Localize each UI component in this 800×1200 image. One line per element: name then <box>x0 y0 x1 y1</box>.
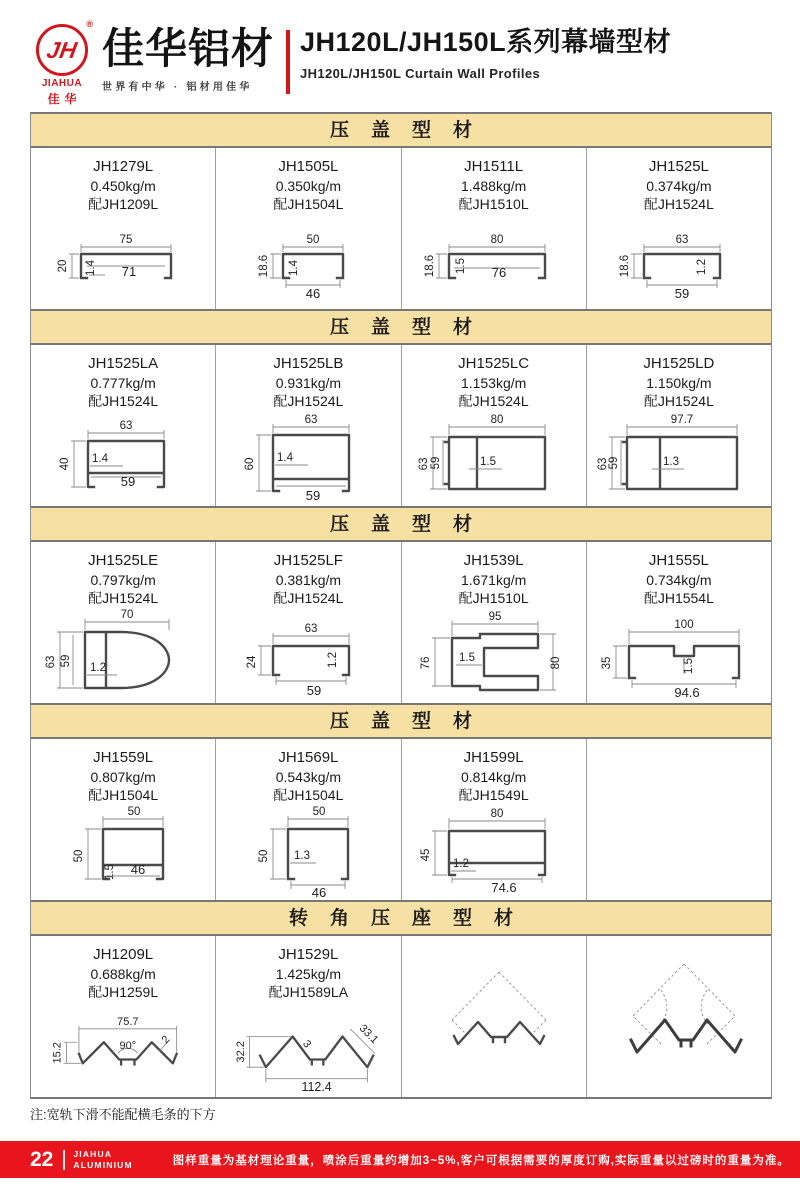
page-footer <box>0 1141 800 1178</box>
dim-thickness: 1.4 <box>277 451 294 464</box>
profile-weight: 0.807kg/m <box>90 768 156 785</box>
dim-height: 18.6 <box>423 254 436 277</box>
profile-drawing <box>218 214 398 309</box>
dim-diagonal: 33.1 <box>357 1022 381 1046</box>
dim-width: 75 <box>119 233 133 246</box>
dim-width: 50 <box>306 233 320 246</box>
dim-width: 97.7 <box>670 413 694 426</box>
profile-mate: 配JH1524L <box>88 393 159 410</box>
dim-bottom: 46 <box>312 884 327 900</box>
profile-cell-empty <box>587 739 771 900</box>
dim-thickness: 1.5 <box>682 657 695 674</box>
profile-cell-jh1525l <box>587 148 771 309</box>
dim-height: 50 <box>258 849 271 863</box>
dim-thickness: 1.5 <box>454 257 467 274</box>
profile-weight: 1.153kg/m <box>460 374 527 391</box>
dim-height: 15.2 <box>51 1041 64 1064</box>
dim-thickness: 3 <box>300 1037 314 1051</box>
logo-name-cn: 佳华 <box>47 92 82 106</box>
dim-width: 50 <box>127 805 141 818</box>
profile-cell-jh1569l <box>216 739 401 900</box>
section-header: 压盖型材 <box>31 112 771 148</box>
profile-mate: 配JH1524L <box>273 590 344 607</box>
profile-weight: 0.543kg/m <box>275 768 342 785</box>
profile-cell-jh1525lb <box>216 345 401 506</box>
title-block <box>300 28 671 81</box>
profile-drawing <box>218 608 398 703</box>
dim-height-inner: 59 <box>607 456 620 470</box>
profile-drawing <box>404 411 584 506</box>
profile-mate: 配JH1554L <box>643 590 714 607</box>
footer-brand-line1: JIAHUA <box>73 1149 113 1160</box>
profile-code: JH1525LA <box>88 355 159 372</box>
profile-code: JH1511L <box>464 158 524 175</box>
dim-bottom: 59 <box>306 487 321 503</box>
profile-mate: 配JH1589LA <box>268 984 349 1001</box>
brand-tagline: 世界有中华 · 铝材用佳华 <box>102 82 253 93</box>
profile-weight: 0.931kg/m <box>275 374 342 391</box>
dim-bottom: 59 <box>307 682 322 698</box>
dim-height-outer: 63 <box>417 457 430 471</box>
dim-bottom: 59 <box>674 285 690 301</box>
profile-mate: 配JH1524L <box>643 196 714 213</box>
dim-height: 45 <box>419 848 432 862</box>
profiles-row <box>31 148 771 309</box>
profile-drawing <box>404 214 584 309</box>
profile-code: JH1525LF <box>273 552 343 569</box>
profile-mate: 配JH1524L <box>458 393 529 410</box>
header-divider <box>286 30 290 94</box>
dim-height: 18.6 <box>258 254 271 277</box>
dim-bottom: 46 <box>306 285 321 301</box>
profile-mate: 配JH1504L <box>273 196 344 213</box>
profile-cell-jh1209l <box>31 936 216 1097</box>
dim-height: 50 <box>73 849 86 863</box>
profiles-row <box>31 936 771 1097</box>
profile-code: JH1555L <box>648 552 709 569</box>
dim-thickness: 1.2 <box>695 258 708 275</box>
dim-thickness: 1.2 <box>452 857 469 870</box>
dim-thickness: 1.3 <box>662 455 679 468</box>
profile-mate: 配JH1259L <box>88 984 159 1001</box>
profile-code: JH1525LD <box>643 355 715 372</box>
profile-weight: 0.381kg/m <box>275 571 342 588</box>
profile-drawing <box>33 411 213 506</box>
dim-height: 24 <box>246 655 259 669</box>
profiles-table <box>30 112 772 1099</box>
profile-cell-jh1525la <box>31 345 216 506</box>
dim-bottom: 76 <box>491 264 506 280</box>
profile-cell-jh1539l <box>402 542 587 703</box>
dim-width: 50 <box>312 805 326 818</box>
profile-cell-jh1505l <box>216 148 401 309</box>
page-header <box>0 0 800 110</box>
dim-width: 63 <box>304 622 318 635</box>
profiles-row <box>31 345 771 506</box>
dim-width: 63 <box>119 419 133 432</box>
footer-divider <box>63 1150 65 1170</box>
section-header: 压盖型材 <box>31 703 771 739</box>
profile-cell-jh1525lc <box>402 345 587 506</box>
dim-thickness: 1.4 <box>288 259 301 276</box>
dim-height: 20 <box>57 259 70 273</box>
profile-code: JH1599L <box>463 749 524 766</box>
corner-assembly-drawing <box>404 950 584 1097</box>
profile-mate: 配JH1504L <box>273 787 344 804</box>
section-header: 转角压座型材 <box>31 900 771 936</box>
brand-block <box>102 25 275 93</box>
dim-thickness: 2 <box>159 1033 173 1046</box>
dim-width: 80 <box>490 233 504 246</box>
profile-code: JH1525LC <box>458 355 530 372</box>
profile-weight: 0.814kg/m <box>460 768 527 785</box>
profile-cell-jh1559l <box>31 739 216 900</box>
profiles-row <box>31 739 771 900</box>
dim-width: 80 <box>490 807 504 820</box>
dim-height-inner: 59 <box>429 456 442 470</box>
profile-weight: 1.488kg/m <box>460 177 527 194</box>
dim-thickness: 1.2 <box>327 651 340 668</box>
registered-mark: ® <box>86 19 93 29</box>
dim-thickness: 1.2 <box>90 661 107 674</box>
profile-code: JH1525L <box>648 158 709 175</box>
dim-width: 75.7 <box>117 1015 139 1028</box>
dim-width: 95 <box>488 610 502 623</box>
dim-height: 60 <box>244 457 257 471</box>
profile-code: JH1505L <box>278 158 339 175</box>
dim-width: 100 <box>674 618 694 631</box>
profile-drawing <box>218 805 398 900</box>
profile-drawing <box>589 411 769 506</box>
dim-bottom: 112.4 <box>301 1079 333 1094</box>
profile-mate: 配JH1524L <box>643 393 714 410</box>
dim-width: 63 <box>304 413 318 426</box>
dim-width: 80 <box>490 413 504 426</box>
profile-code: JH1559L <box>93 749 154 766</box>
dim-bottom: 46 <box>130 861 146 877</box>
profile-mate: 配JH1510L <box>458 590 529 607</box>
profile-mate: 配JH1510L <box>458 196 529 213</box>
corner-assembly-cell-large <box>587 936 771 1097</box>
profile-drawing <box>33 805 213 900</box>
profile-cell-jh1555l <box>587 542 771 703</box>
profile-weight: 0.777kg/m <box>90 374 156 391</box>
dim-thickness: 1.5 <box>458 651 475 664</box>
dim-height-outer: 63 <box>596 457 609 471</box>
profile-weight: 1.150kg/m <box>646 374 712 391</box>
profile-mate: 配JH1209L <box>88 196 159 213</box>
profile-weight: 0.688kg/m <box>90 965 156 982</box>
profile-mate: 配JH1504L <box>88 787 159 804</box>
profile-drawing <box>589 608 769 703</box>
jiahua-logo-icon <box>36 24 88 76</box>
profile-weight: 0.450kg/m <box>90 177 156 194</box>
profile-weight: 0.797kg/m <box>90 571 156 588</box>
dim-height: 18.6 <box>618 254 631 277</box>
profile-code: JH1525LB <box>273 355 344 372</box>
section-header: 压盖型材 <box>31 506 771 542</box>
brand-logo <box>26 19 98 107</box>
profile-drawing <box>218 411 398 506</box>
profile-drawing <box>33 214 213 309</box>
page-number: 22 <box>30 1147 54 1171</box>
dim-height-outer: 63 <box>45 655 58 669</box>
profile-weight: 1.425kg/m <box>275 965 342 982</box>
dim-width: 70 <box>120 608 134 621</box>
dim-height: 40 <box>59 457 72 471</box>
profile-cell-jh1511l <box>402 148 587 309</box>
dim-thickness: 1.3 <box>294 849 311 862</box>
dim-height-left: 76 <box>419 656 432 670</box>
corner-assembly-cell-small <box>402 936 587 1097</box>
profile-weight: 0.374kg/m <box>646 177 712 194</box>
dim-width: 63 <box>675 233 689 246</box>
profile-drawing <box>404 608 584 703</box>
dim-angle: 90° <box>119 1039 137 1052</box>
dim-height: 35 <box>600 656 613 670</box>
dim-bottom: 71 <box>121 263 137 279</box>
profile-mate: 配JH1549L <box>458 787 529 804</box>
footer-brand <box>73 1149 132 1169</box>
brand-name: 佳华铝材 <box>102 25 275 72</box>
profile-cell-jh1525ld <box>587 345 771 506</box>
dim-bottom: 74.6 <box>490 879 517 895</box>
dim-bottom: 59 <box>120 473 136 489</box>
profile-code: JH1209L <box>93 946 154 963</box>
profile-cell-jh1599l <box>402 739 587 900</box>
dim-thickness: 1.5 <box>104 863 117 880</box>
logo-monogram: JH <box>45 36 80 63</box>
profile-drawing <box>589 214 769 309</box>
corner-assembly-drawing <box>589 950 769 1097</box>
dim-height: 32.2 <box>235 1040 248 1063</box>
footnote: 注:宽轨下滑不能配横毛条的下方 <box>30 1107 216 1122</box>
page-subtitle: JH120L/JH150L Curtain Wall Profiles <box>300 65 541 81</box>
section-header: 压盖型材 <box>31 309 771 345</box>
dim-height-right: 80 <box>549 656 562 670</box>
profiles-row <box>31 542 771 703</box>
profile-code: JH1529L <box>278 946 339 963</box>
profile-weight: 1.671kg/m <box>460 571 527 588</box>
profile-drawing <box>33 1002 213 1094</box>
dim-thickness: 1.4 <box>85 259 98 276</box>
dim-bottom: 94.6 <box>674 684 700 700</box>
profile-weight: 0.350kg/m <box>275 177 342 194</box>
page-title: JH120L/JH150L系列幕墙型材 <box>300 27 672 57</box>
dim-height-inner: 59 <box>60 654 73 668</box>
footer-disclaimer: 图样重量为基材理论重量，喷涂后重量约增加3~5%,客户可根据需要的厚度订购,实际重量以过磅时的重量为准。 <box>172 1154 790 1167</box>
profile-code: JH1525LE <box>88 552 159 569</box>
profile-cell-jh1525le <box>31 542 216 703</box>
footer-brand-line2: ALUMINIUM <box>73 1159 133 1170</box>
profile-drawing <box>218 1002 398 1094</box>
dim-thickness: 1.4 <box>92 452 109 465</box>
logo-name-en: JIAHUA <box>41 78 83 89</box>
profile-weight: 0.734kg/m <box>646 571 712 588</box>
profile-drawing <box>33 608 213 703</box>
profile-cell-jh1279l <box>31 148 216 309</box>
profile-drawing <box>404 805 584 900</box>
profile-cell-jh1525lf <box>216 542 401 703</box>
profile-code: JH1279L <box>93 158 154 175</box>
dim-thickness: 1.5 <box>479 455 496 468</box>
profile-mate: 配JH1524L <box>88 590 159 607</box>
profile-mate: 配JH1524L <box>273 393 344 410</box>
profile-cell-jh1529l <box>216 936 401 1097</box>
profile-code: JH1569L <box>278 749 339 766</box>
profile-code: JH1539L <box>463 552 524 569</box>
